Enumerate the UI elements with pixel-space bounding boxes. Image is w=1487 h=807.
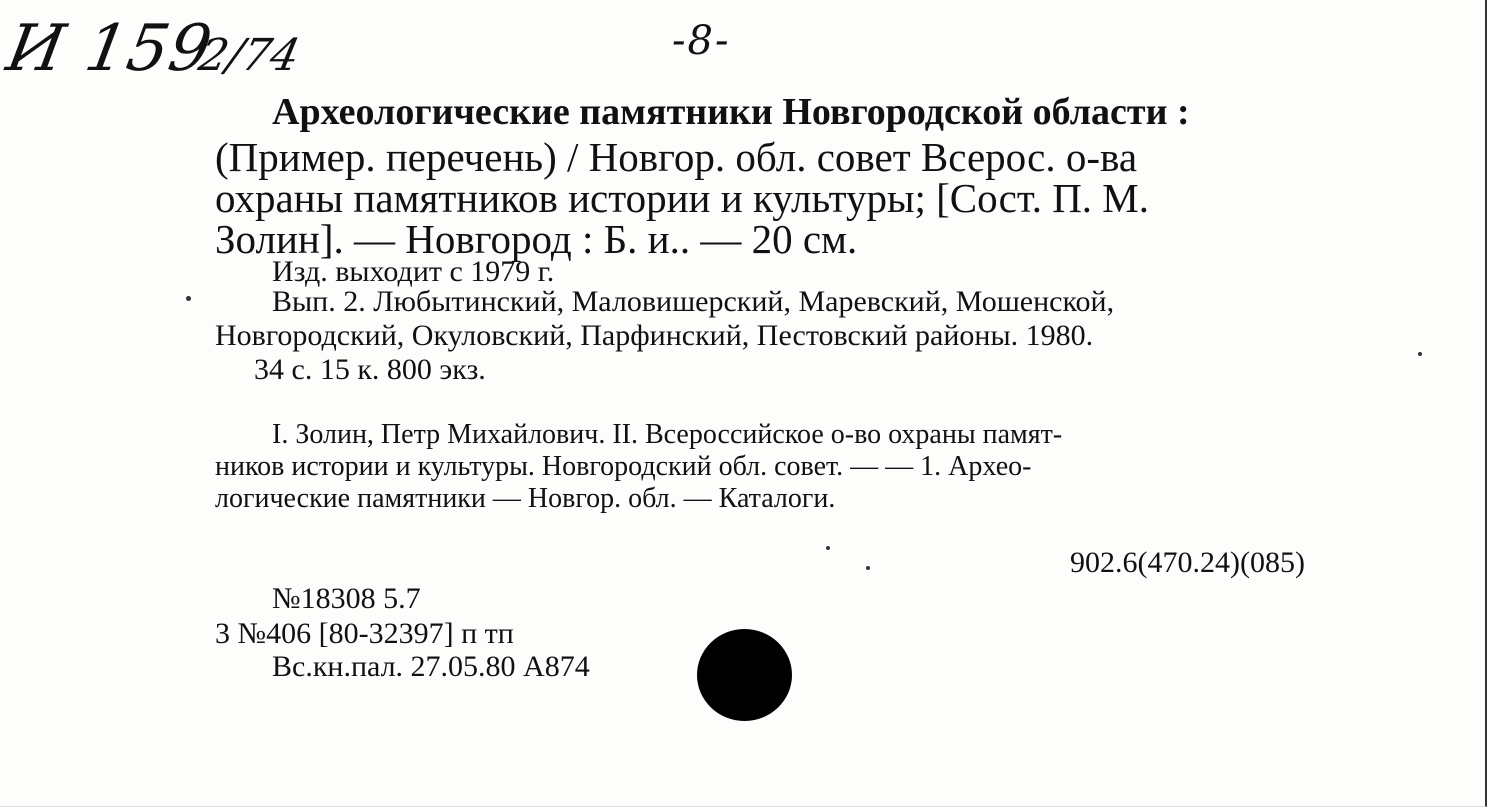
ink-speck: [826, 546, 830, 550]
footer-line-2: 3 №406 [80-32397] п тп: [215, 617, 514, 650]
header-line-1: (Пример. перечень) / Новгор. обл. совет Всерос. о-ва: [215, 134, 1138, 180]
tracing-line-1: I. Золин, Петр Михайлович. II. Всероссийское о-во охраны памят-: [272, 419, 1063, 450]
footer-line-3: Вс.кн.пал. 27.05.80 А874: [272, 650, 590, 683]
shelf-mark: И 159: [1, 12, 218, 86]
card-title: Археологические памятники Новгородской области :: [272, 91, 1190, 133]
tracing-line-3: логические памятники — Новгор. обл. — Каталоги.: [215, 483, 836, 514]
series-note: Изд. выходит с 1979 г.: [272, 255, 555, 288]
classification-code: 902.6(470.24)(085): [1070, 546, 1305, 579]
issue-line-2: Новгородский, Окуловский, Парфинский, Пестовский районы. 1980.: [215, 319, 1094, 352]
ink-speck: [186, 296, 191, 301]
ink-speck: [1418, 352, 1422, 356]
issue-line-3: 34 с. 15 к. 800 экз.: [254, 353, 486, 386]
footer-line-1: №18308 5.7: [272, 582, 421, 615]
issue-line-1: Вып. 2. Любытинский, Маловишерский, Маревский, Мошенской,: [272, 285, 1115, 318]
ink-speck: [866, 566, 870, 570]
header-line-3: Золин]. — Новгород : Б. и.. — 20 см.: [215, 216, 858, 262]
punch-hole: [697, 629, 792, 721]
page-marker: -8-: [672, 18, 731, 64]
shelf-mark-sup: 2/74: [194, 30, 305, 81]
tracing-line-2: ников истории и культуры. Новгородский обл. совет. — — 1. Архео-: [215, 451, 1032, 482]
header-line-2: охраны памятников истории и культуры; [Сост. П. М.: [215, 175, 1150, 221]
